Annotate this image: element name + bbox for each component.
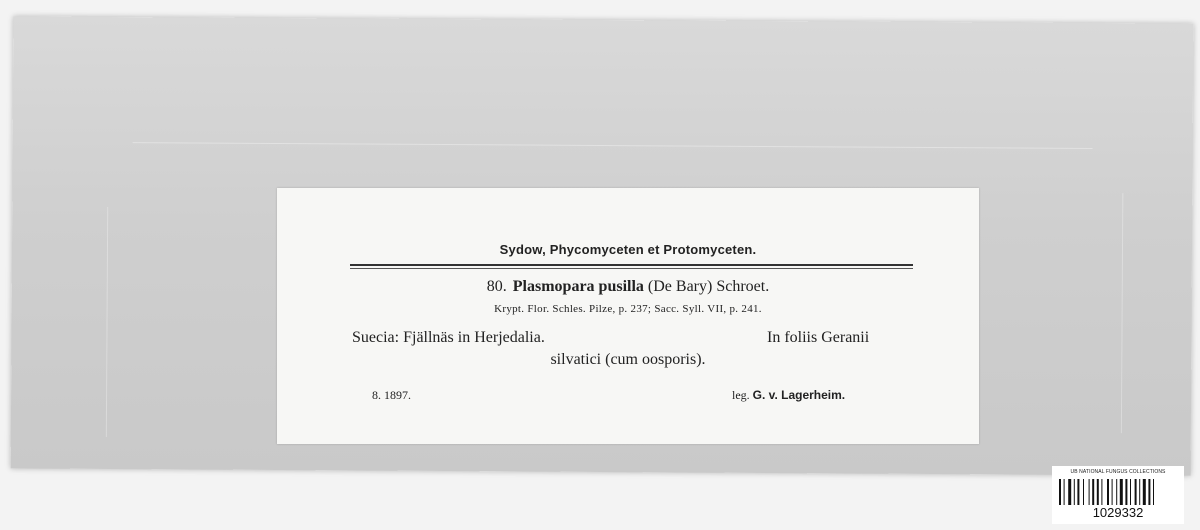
collector-name: G. v. Lagerheim. [752, 388, 846, 402]
species-authority: (De Bary) Schroet. [647, 278, 770, 295]
barcode-label [1052, 466, 1184, 524]
barcode-number: 1029332 [1092, 505, 1144, 520]
collector-line [732, 388, 845, 403]
species-name: Plasmopara pusilla [512, 278, 644, 295]
barcode-header: UB NATIONAL FUNGUS COLLECTIONS [1070, 469, 1166, 475]
species-line [277, 278, 979, 296]
specimen-label [277, 188, 979, 444]
exsiccata-number: 80. [486, 278, 507, 295]
collection-date: 8. 1897. [372, 388, 411, 402]
host-line-1: In foliis Geranii [767, 329, 870, 346]
collector-prefix: leg. [732, 388, 750, 402]
title-rule-thin [350, 268, 913, 269]
envelope-right-fold [1121, 193, 1123, 433]
barcode-icon [1059, 479, 1177, 505]
host-line-2: silvatici (cum oosporis). [550, 351, 706, 368]
envelope-flap-edge [133, 142, 1093, 149]
literature-reference: Krypt. Flor. Schles. Pilze, p. 237; Sacc. Syll. VII, p. 241. [494, 303, 762, 315]
title-rule [350, 264, 913, 266]
series-title: Sydow, Phycomyceten et Protomyceten. [499, 242, 757, 257]
envelope-left-fold [106, 207, 108, 437]
locality: Suecia: Fjällnäs in Herjedalia. [352, 329, 545, 346]
